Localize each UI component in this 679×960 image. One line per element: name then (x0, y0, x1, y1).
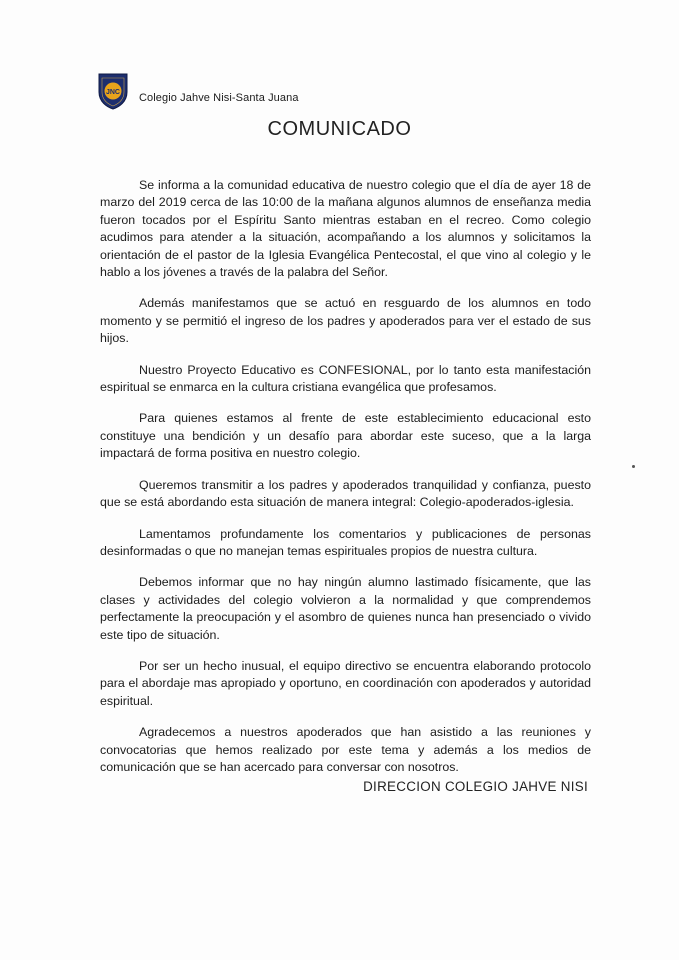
document-body (100, 177, 591, 790)
paragraph: Nuestro Proyecto Educativo es CONFESIONAL, por lo tanto esta manifestación espiritual se enmarca en la cultura cristiana evangélica que profesamos. (100, 362, 591, 395)
paragraph: Además manifestamos que se actuó en resguardo de los alumnos en todo momento y se permitió el ingreso de los padres y apoderados para ver el estado de sus hijos. (100, 296, 591, 346)
scan-speck (632, 465, 635, 468)
letterhead (97, 72, 397, 110)
logo-letters: JNC (105, 89, 121, 96)
paragraph: Lamentamos profundamente los comentarios y publicaciones de personas desinformadas o que no manejan temas espirituales propios de nuestra cultura. (100, 526, 591, 558)
document-title: COMUNICADO (267, 118, 412, 140)
paragraph: Agradecemos a nuestros apoderados que han asistido a las reuniones y convocatorias que hemos realizado por este tema y además a los medios de comunicación que se han acercado para conversar con nosotros. (100, 725, 591, 774)
paragraph: Por ser un hecho inusual, el equipo directivo se encuentra elaborando protocolo para el abordaje mas apropiado y oportuno, en coordinación con apoderados y autoridad espiritual. (100, 658, 591, 708)
paragraph: Se informa a la comunidad educativa de nuestro colegio que el día de ayer 18 de marzo del 2019 cerca de las 10:00 de la mañana algunos alumnos de enseñanza media fueron tocados por el Espíritu Santo mientras estaban en el recreo. Como colegio acudimos para atender a la situación, acompañando a los alumnos y solicitamos la orientación de el pastor de la Iglesia Evangélica Pentecostal, el que vino al colegio y le hablo a los jóvenes a través de la palabra del Señor. (100, 178, 591, 280)
paragraph: Queremos transmitir a los padres y apoderados tranquilidad y confianza, puesto que se está abordando esta situación de manera integral: Colegio-apoderados-iglesia. (100, 477, 591, 510)
signature-line: DIRECCION COLEGIO JAHVE NISI (363, 779, 588, 794)
school-crest-icon (97, 72, 129, 110)
paragraph: Debemos informar que no hay ningún alumno lastimado físicamente, que las clases y actividades del colegio volvieron a la normalidad y que comprendemos perfectamente la preocupación y el asombro de quienes nunca han presenciado o vivido este tipo de situación. (100, 575, 591, 642)
school-name: Colegio Jahve Nisi-Santa Juana (139, 92, 299, 104)
paragraph: Para quienes estamos al frente de este establecimiento educacional esto constituye una bendición y un desafío para abordar este suceso, que a la larga impactará de forma positiva en nuestro colegio. (100, 411, 591, 461)
